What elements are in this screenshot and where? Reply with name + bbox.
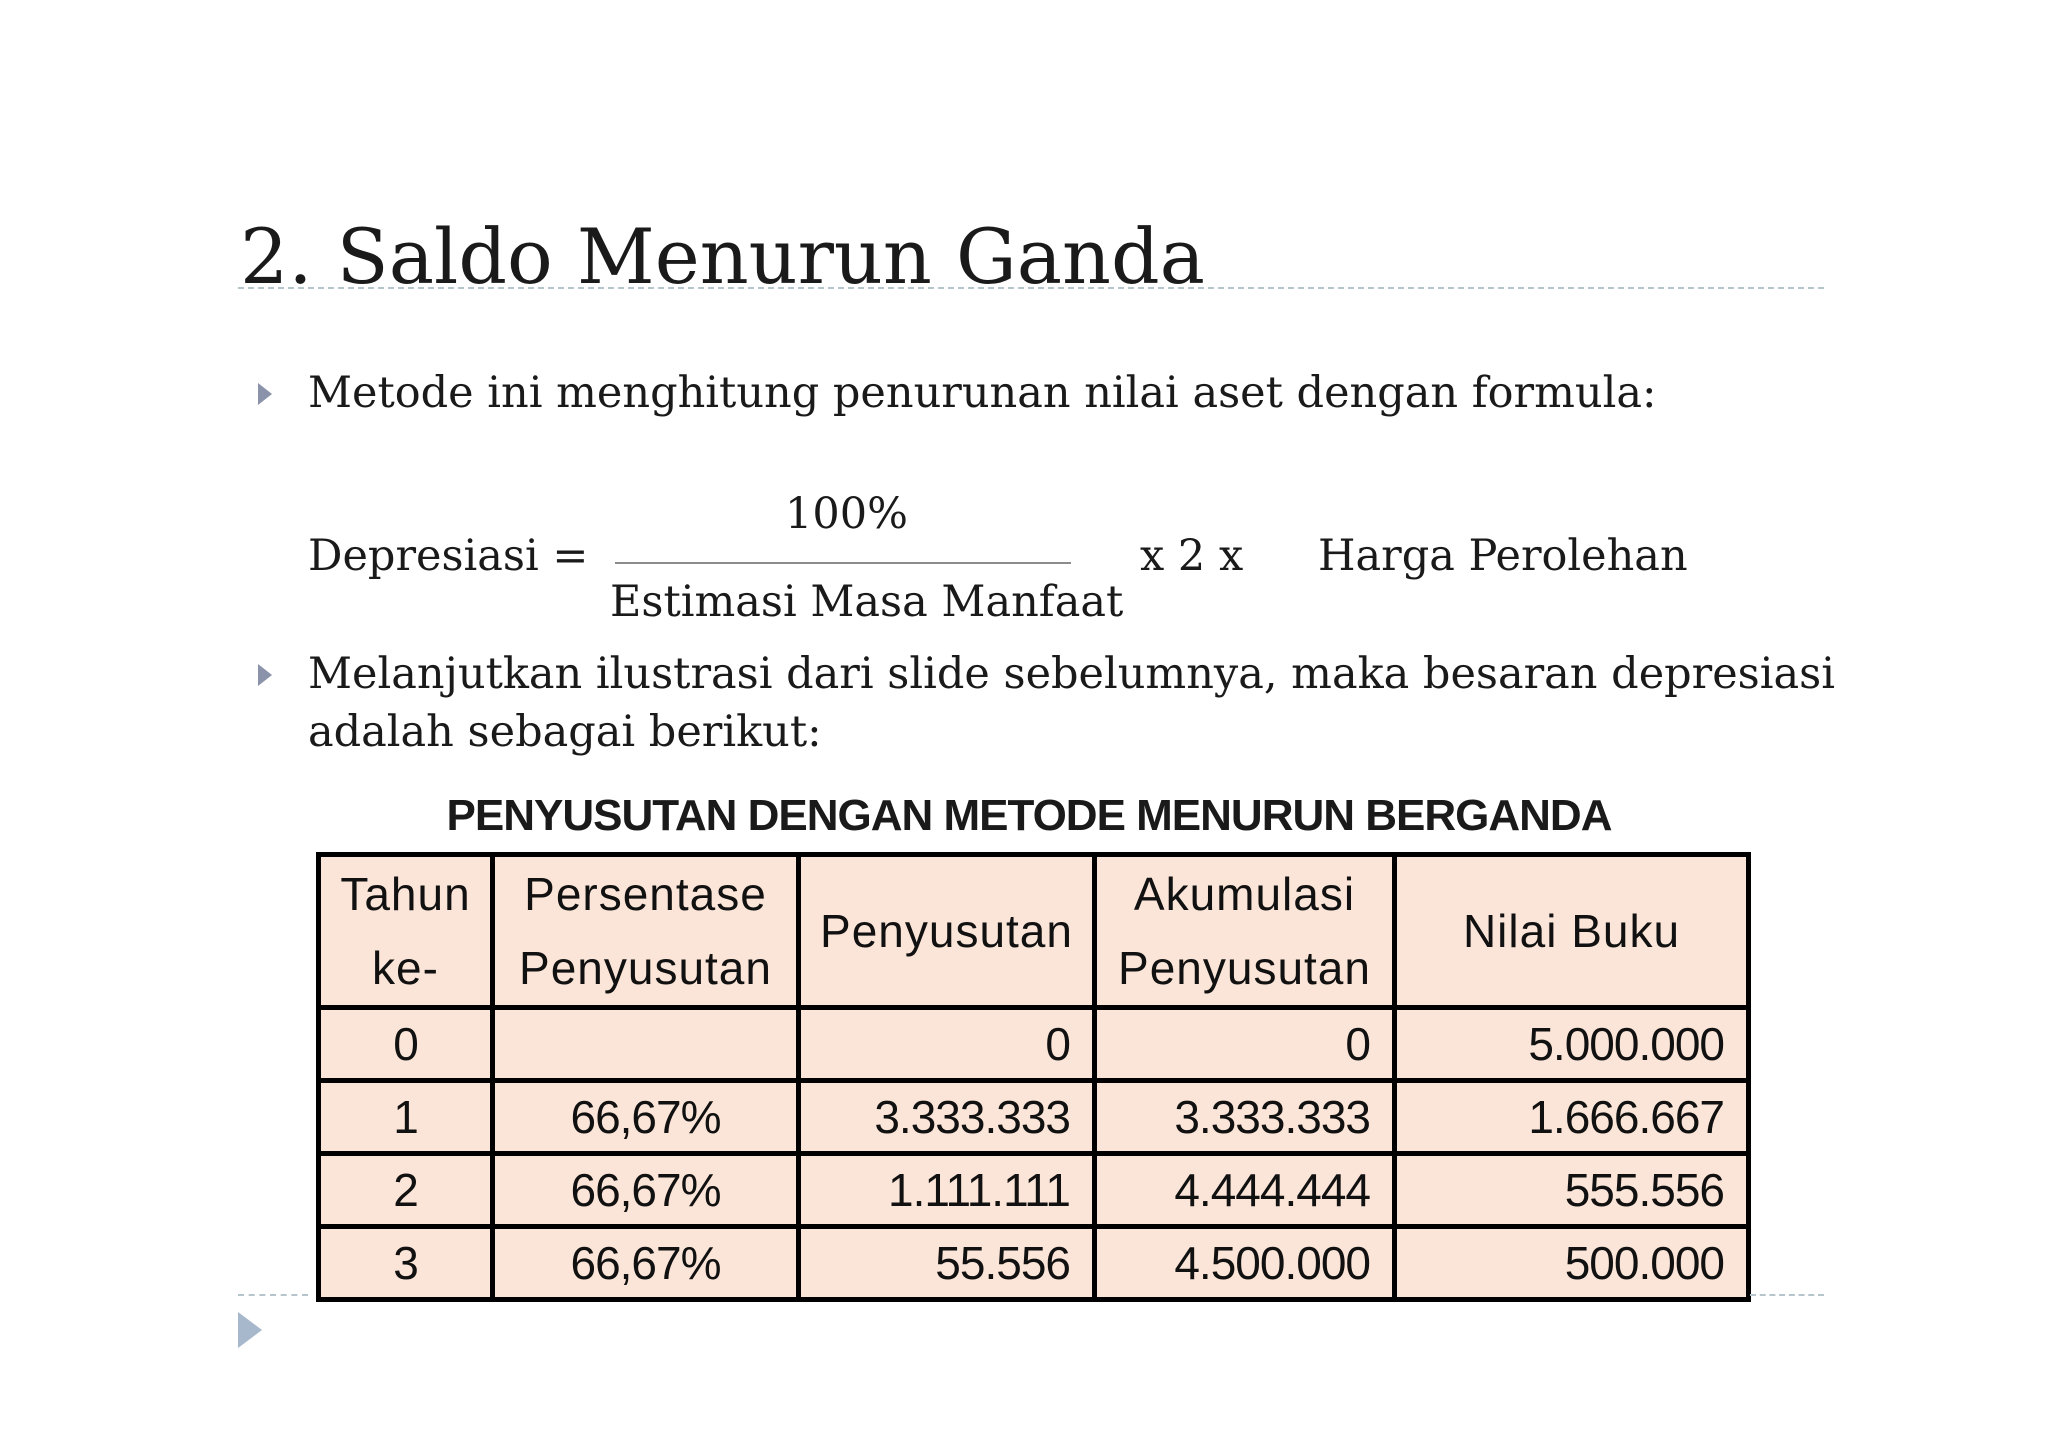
formula-fraction-line <box>615 562 1071 564</box>
table-row <box>319 1008 1749 1081</box>
footer-divider-left <box>238 1294 308 1296</box>
cell-tahun: 1 <box>319 1081 493 1154</box>
table-row <box>319 1081 1749 1154</box>
header-tahun: Tahun ke- <box>319 855 493 1008</box>
formula-denominator: Estimasi Masa Manfaat <box>610 577 1124 627</box>
header-penyusutan: Penyusutan <box>799 855 1095 1008</box>
cell-persentase: 66,67% <box>493 1154 799 1227</box>
depreciation-table <box>316 852 1751 1302</box>
table-row <box>319 1154 1749 1227</box>
cell-akumulasi: 4.444.444 <box>1095 1154 1395 1227</box>
cell-akumulasi: 4.500.000 <box>1095 1227 1395 1300</box>
bullet-triangle-icon <box>258 383 272 405</box>
header-akumulasi: Akumulasi Penyusutan <box>1095 855 1395 1008</box>
cell-tahun: 3 <box>319 1227 493 1300</box>
cell-akumulasi: 3.333.333 <box>1095 1081 1395 1154</box>
formula-numerator: 100% <box>785 489 908 539</box>
cell-persentase <box>493 1008 799 1081</box>
slide-title: 2. Saldo Menurun Ganda <box>240 212 1205 301</box>
cell-nilai-buku: 1.666.667 <box>1395 1081 1749 1154</box>
cell-nilai-buku: 555.556 <box>1395 1154 1749 1227</box>
cell-akumulasi: 0 <box>1095 1008 1395 1081</box>
cell-penyusutan: 55.556 <box>799 1227 1095 1300</box>
header-persentase: Persentase Penyusutan <box>493 855 799 1008</box>
table-row <box>319 1227 1749 1300</box>
header-nilai-buku: Nilai Buku <box>1395 855 1749 1008</box>
next-slide-arrow-icon[interactable] <box>238 1312 262 1348</box>
cell-tahun: 2 <box>319 1154 493 1227</box>
footer-divider-right <box>1750 1294 1824 1296</box>
formula-lhs: Depresiasi = <box>308 531 589 581</box>
cell-tahun: 0 <box>319 1008 493 1081</box>
cell-persentase: 66,67% <box>493 1227 799 1300</box>
cell-nilai-buku: 5.000.000 <box>1395 1008 1749 1081</box>
bullet-text-illustration-cont: adalah sebagai berikut: <box>308 707 822 757</box>
formula-rhs: Harga Perolehan <box>1318 531 1688 581</box>
cell-penyusutan: 0 <box>799 1008 1095 1081</box>
bullet-text-formula-intro: Metode ini menghitung penurunan nilai aset dengan formula: <box>308 368 1657 418</box>
title-divider <box>238 287 1824 289</box>
cell-penyusutan: 1.111.111 <box>799 1154 1095 1227</box>
table-title: PENYUSUTAN DENGAN METODE MENURUN BERGANDA <box>446 791 1612 840</box>
table-header-row <box>319 855 1749 1008</box>
bullet-text-illustration: Melanjutkan ilustrasi dari slide sebelumnya, maka besaran depresiasi <box>308 649 1835 699</box>
bullet-triangle-icon <box>258 664 272 686</box>
cell-penyusutan: 3.333.333 <box>799 1081 1095 1154</box>
cell-persentase: 66,67% <box>493 1081 799 1154</box>
cell-nilai-buku: 500.000 <box>1395 1227 1749 1300</box>
formula-multiplier: x 2 x <box>1140 531 1244 581</box>
